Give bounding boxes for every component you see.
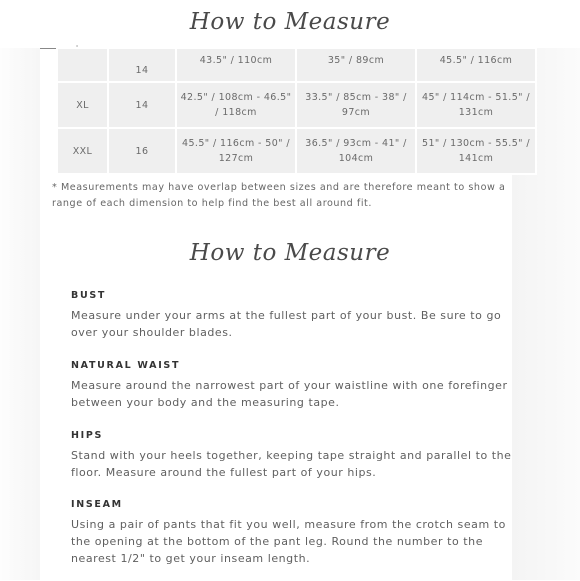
section-body-inseam: Using a pair of pants that fit you well, measure from the crotch seam to the opening at the bottom of the pant leg. Round the number to the nearest 1/2" to get your inseam length.: [71, 518, 506, 565]
number-value: 14: [135, 65, 149, 76]
waist-cell: 33.5" / 85cm - 38" / 97cm: [296, 82, 416, 128]
size-cell: [57, 48, 108, 82]
waist-value: 35" / 89cm: [327, 55, 385, 66]
section-body-waist: Measure around the narrowest part of your waistline with one forefinger between your body and the measuring tape.: [71, 379, 508, 409]
number-cell: [108, 48, 176, 82]
left-margin: [0, 48, 40, 580]
section-heading-waist: NATURAL WAIST: [71, 360, 181, 371]
table-row: [57, 82, 536, 128]
table-row: [57, 128, 536, 174]
hips-value: 45.5" / 116cm: [439, 55, 513, 66]
hips-cell: 45" / 114cm - 51.5" / 131cm: [416, 82, 536, 128]
section-body-hips: Stand with your heels together, keeping tape straight and parallel to the floor. Measure around the fullest part of your hips.: [71, 449, 512, 479]
header-bar: [0, 0, 580, 48]
table-row: [57, 48, 536, 82]
waist-cell: [296, 48, 416, 82]
guide-title: How to Measure: [189, 240, 391, 266]
number-cell: 14: [108, 82, 176, 128]
section-heading-bust: BUST: [71, 290, 107, 301]
section-body-bust: Measure under your arms at the fullest part of your bust. Be sure to go over your shoulder blades.: [71, 309, 502, 339]
size-footnote: * Measurements may have overlap between sizes and are therefore meant to show a range of each dimension to help find the best all around fit.: [52, 182, 506, 209]
header-title: How to Measure: [189, 9, 391, 35]
hips-cell: [416, 48, 536, 82]
bust-cell: 42.5" / 108cm - 46.5" / 118cm: [176, 82, 296, 128]
number-cell: 16: [108, 128, 176, 174]
bust-cell: [176, 48, 296, 82]
size-chart-table: [56, 47, 537, 175]
waist-cell: 36.5" / 93cm - 41" / 104cm: [296, 128, 416, 174]
section-heading-inseam: INSEAM: [71, 499, 123, 510]
bust-value: 43.5" / 110cm: [199, 55, 273, 66]
size-cell: XXL: [57, 128, 108, 174]
hips-cell: 51" / 130cm - 55.5" / 141cm: [416, 128, 536, 174]
section-heading-hips: HIPS: [71, 430, 104, 441]
size-cell: XL: [57, 82, 108, 128]
bust-cell: 45.5" / 116cm - 50" / 127cm: [176, 128, 296, 174]
